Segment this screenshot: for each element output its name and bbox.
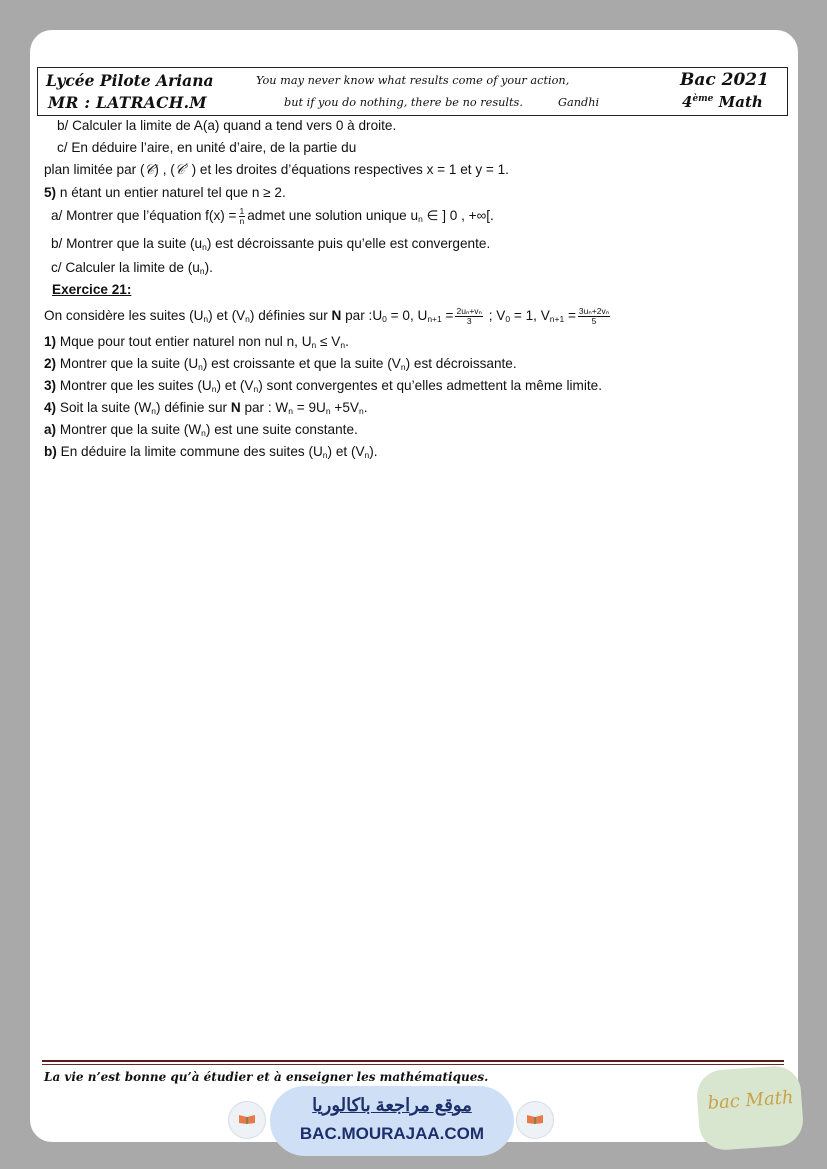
exam-title: Bac 2021 bbox=[680, 70, 769, 90]
line-b-limit: b/ Calculer la limite de A(a) quand a tend vers 0 à droite. bbox=[57, 118, 397, 133]
footer-rule-top bbox=[42, 1060, 784, 1062]
fraction-u-recurrence: $\frac{\text{2uₙ+vₙ}}{3}$ bbox=[456, 306, 482, 326]
fraction-1-over-n: $\frac{1}{n}$ bbox=[239, 206, 245, 226]
exercise-title: Exercice 21: bbox=[52, 282, 132, 297]
quote-line-1: You may never know what results come of your action, bbox=[256, 74, 570, 87]
quote-author: Gandhi bbox=[558, 96, 600, 109]
footer-motto: La vie n’est bonne qu’à étudier et à enseigner les mathématiques. bbox=[44, 1070, 489, 1084]
line-5b: b/ Montrer que la suite $(u_n)$ est décroissante puis qu’elle est convergente. bbox=[51, 236, 491, 252]
curve-c-prime-symbol: 𝒞′ bbox=[174, 162, 188, 178]
footer-rule-bottom bbox=[42, 1064, 784, 1065]
site-badge-link[interactable] bbox=[270, 1086, 514, 1156]
question-2: 2) Montrer que la suite $(U_n)$ est croissante et que la suite $(V_n)$ est décroissante. bbox=[44, 356, 517, 372]
site-url: BAC.MOURAJAA.COM bbox=[299, 1124, 485, 1143]
question-1: 1) Mque pour tout entier naturel non nul n, $U_n \le V_n$. bbox=[44, 334, 349, 350]
question-4b: b) En déduire la limite commune des suites $(U_n)$ et $(V_n)$. bbox=[44, 444, 378, 460]
quote-line-2: but if you do nothing, there be no results. bbox=[284, 96, 523, 109]
question-5: 5) n étant un entier naturel tel que n ≥ 2. bbox=[44, 185, 286, 200]
line-plan: plan limitée par (𝒞) , (𝒞′ ) et les droites d’équations respectives x = 1 et y = 1. bbox=[44, 162, 509, 178]
fraction-v-recurrence: $\frac{\text{3uₙ+2vₙ}}{5}$ bbox=[578, 306, 610, 326]
bac-math-logo bbox=[695, 1064, 804, 1151]
document-body bbox=[0, 0, 827, 470]
exercise-intro: On considère les suites $(U_n)$ et $(V_n)$ définies sur N par $:U_0 = 0$, $U_{n+1}$ = $\frac{\text{2uₙ+vₙ}}{3}$ ; $V_0 = 1$, $V_{n+1}$ = $\frac{\text{3uₙ+2vₙ}}{5}$ bbox=[44, 306, 610, 326]
class-label: 4ème Math bbox=[682, 93, 763, 111]
line-5a: a/ Montrer que l’équation f(x) = $\frac{1}{n}$ admet une solution unique $u_n$ ∈ ] 0 , +∞[. bbox=[51, 206, 494, 226]
line-5c: c/ Calculer la limite de $(u_n)$. bbox=[51, 260, 213, 276]
question-4: 4) Soit la suite $(W_n)$ définie sur N par : $W_n = 9U_n +5V_n$. bbox=[44, 400, 368, 416]
teacher-name: MR : LATRACH.M bbox=[48, 93, 207, 112]
bac-logo-text: bac Math bbox=[706, 1086, 795, 1114]
school-name: Lycée Pilote Ariana bbox=[46, 71, 214, 90]
question-4a: a) Montrer que la suite $(W_n)$ est une suite constante. bbox=[44, 422, 358, 438]
book-logo-icon bbox=[228, 1101, 266, 1139]
curve-c-symbol: 𝒞 bbox=[144, 162, 155, 178]
question-3: 3) Montrer que les suites $(U_n)$ et $(V_n)$ sont convergentes et qu’elles admettent la même limite. bbox=[44, 378, 603, 394]
line-c-deduce: c/ En déduire l’aire, en unité d’aire, de la partie du bbox=[57, 140, 357, 155]
site-arabic-name: موقع مراجعة باكالوريا bbox=[312, 1095, 472, 1115]
book-logo-icon bbox=[516, 1101, 554, 1139]
